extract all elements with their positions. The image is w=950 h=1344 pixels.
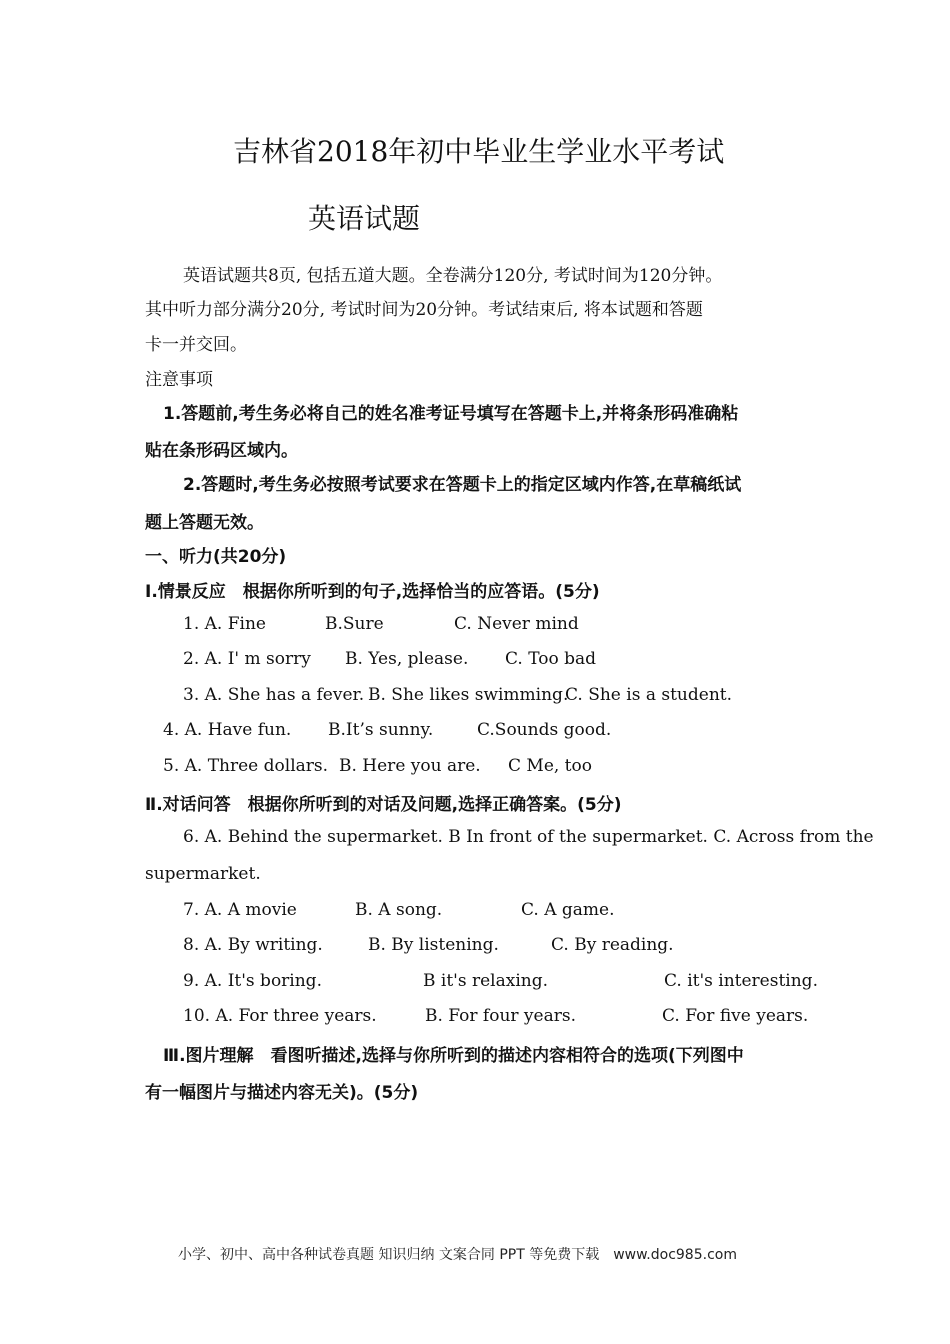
option-b: B. A song.: [355, 900, 443, 920]
option-a: 10. A. For three years.: [183, 1006, 377, 1026]
option-a: 4. A. Have fun.: [163, 720, 292, 740]
option-c: C Me, too: [508, 756, 592, 776]
page-footer: 小学、初中、高中各种试卷真题 知识归纳 文案合同 PPT 等免费下载 www.doc985.com: [178, 1247, 737, 1263]
option-c: C. it's interesting.: [664, 971, 818, 991]
note-2-line-1: 2.答题时,考生务必按照考试要求在答题卡上的指定区域内作答,在草稿纸试: [183, 475, 742, 495]
intro-line-2: 其中听力部分满分20分, 考试时间为20分钟。考试结束后, 将本试题和答题: [145, 300, 703, 320]
option-a: 9. A. It's boring.: [183, 971, 322, 991]
option-b: B. Here you are.: [339, 756, 481, 776]
part-1-heading: Ⅰ.情景反应 根据你所听到的句子,选择恰当的应答语。(5分): [145, 582, 600, 602]
option-c: C. Never mind: [454, 614, 579, 634]
option-a: 8. A. By writing.: [183, 935, 323, 955]
exam-title: 吉林省2018年初中毕业生学业水平考试: [233, 135, 725, 168]
option-a: 3. A. She has a fever.: [183, 685, 365, 705]
question-6-line-2: supermarket.: [145, 864, 261, 884]
note-1-line-2: 贴在条形码区域内。: [145, 441, 298, 461]
option-a: 2. A. I' m sorry: [183, 649, 311, 669]
option-c: C. For five years.: [662, 1006, 809, 1026]
option-b: B. For four years.: [425, 1006, 576, 1026]
note-1-line-1: 1.答题前,考生务必将自己的姓名准考证号填写在答题卡上,并将条形码准确粘: [163, 404, 739, 424]
option-a: 7. A. A movie: [183, 900, 297, 920]
exam-subtitle: 英语试题: [308, 202, 421, 235]
option-c: C. Too bad: [505, 649, 597, 669]
question-6-line-1: 6. A. Behind the supermarket. B In front of the supermarket. C. Across from the: [183, 827, 874, 847]
intro-line-3: 卡一并交回。: [145, 335, 247, 355]
option-c: C. By reading.: [551, 935, 674, 955]
section-1-heading: 一、听力(共20分): [145, 547, 287, 567]
option-b: B. Yes, please.: [345, 649, 469, 669]
notes-heading: 注意事项: [145, 370, 213, 390]
intro-line-1: 英语试题共8页, 包括五道大题。全卷满分120分, 考试时间为120分钟。: [183, 266, 723, 286]
option-a: 1. A. Fine: [183, 614, 266, 634]
option-b: B. By listening.: [368, 935, 499, 955]
option-c: C. She is a student.: [565, 685, 733, 705]
part-3-heading-line-1: Ⅲ.图片理解 看图听描述,选择与你所听到的描述内容相符合的选项(下列图中: [163, 1046, 744, 1066]
option-c: C. A game.: [521, 900, 615, 920]
option-c: C.Sounds good.: [477, 720, 612, 740]
option-b: B.It’s sunny.: [328, 720, 434, 740]
option-b: B. She likes swimming.: [368, 685, 569, 705]
note-2-line-2: 题上答题无效。: [145, 513, 264, 533]
part-2-heading: Ⅱ.对话问答 根据你所听到的对话及问题,选择正确答案。(5分): [145, 795, 622, 815]
option-b: B it's relaxing.: [423, 971, 548, 991]
part-3-heading-line-2: 有一幅图片与描述内容无关)。(5分): [145, 1083, 419, 1103]
option-a: 5. A. Three dollars.: [163, 756, 329, 776]
option-b: B.Sure: [325, 614, 384, 634]
